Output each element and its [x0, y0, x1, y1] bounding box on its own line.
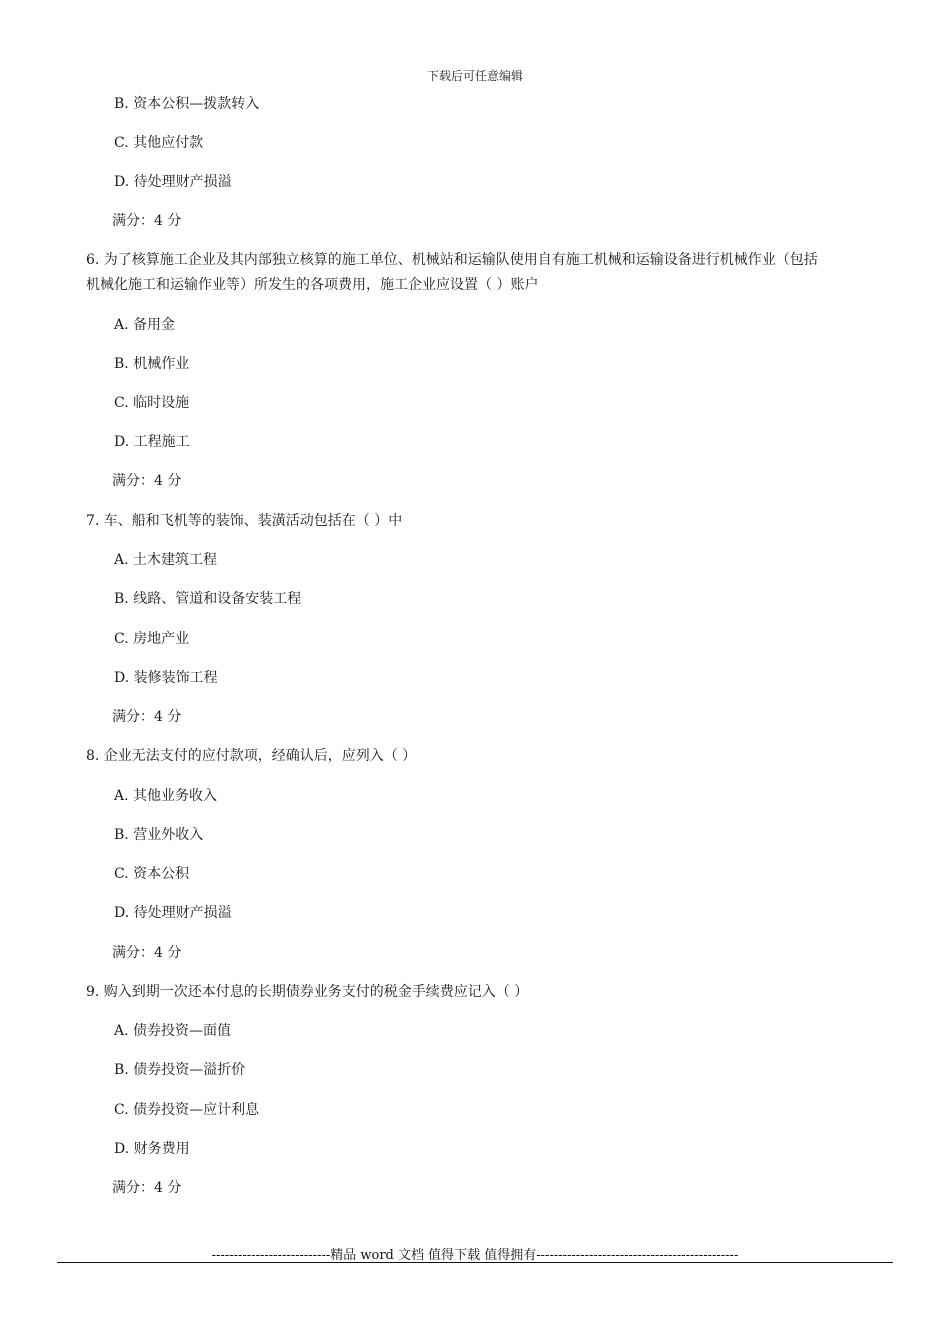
- footer-rule: [57, 1262, 893, 1263]
- q8-option-a: A. 其他业务收入: [114, 788, 218, 804]
- q7-option-d: D. 装修装饰工程: [114, 670, 218, 686]
- q7-option-a: A. 土木建筑工程: [114, 552, 218, 568]
- q6-question-line1: 6. 为了核算施工企业及其内部独立核算的施工单位、机械站和运输队使用自有施工机械和运输设备进行机械作业（包括: [86, 252, 818, 268]
- q6-option-c: C. 临时设施: [114, 395, 190, 411]
- q5-option-d: D. 待处理财产损溢: [114, 174, 232, 190]
- q6-question-line2: 机械化施工和运输作业等）所发生的各项费用，施工企业应设置（ ）账户: [86, 277, 539, 293]
- q8-question: 8. 企业无法支付的应付款项，经确认后，应列入（ ）: [86, 748, 417, 764]
- q5-score: 满分：4 分: [112, 213, 182, 229]
- q8-option-d: D. 待处理财产损溢: [114, 905, 232, 921]
- q7-option-c: C. 房地产业: [114, 631, 190, 647]
- q6-option-a: A. 备用金: [114, 317, 176, 333]
- q5-option-b: B. 资本公积—拨款转入: [114, 96, 260, 112]
- q7-option-b: B. 线路、管道和设备安装工程: [114, 591, 302, 607]
- q8-option-b: B. 营业外收入: [114, 827, 204, 843]
- q9-option-b: B. 债券投资—溢折价: [114, 1062, 246, 1078]
- q6-score: 满分：4 分: [112, 473, 182, 489]
- q6-option-b: B. 机械作业: [114, 356, 190, 372]
- q7-question: 7. 车、船和飞机等的装饰、装潢活动包括在（ ）中: [86, 513, 403, 529]
- q9-question: 9. 购入到期一次还本付息的长期债券业务支付的税金手续费应记入（ ）: [86, 984, 529, 1000]
- q9-option-c: C. 债券投资—应计利息: [114, 1102, 260, 1118]
- page-footer: ---------------------------精品 word 文档 值得下载 值得拥有----------------------------------------------: [211, 1248, 739, 1263]
- q6-option-d: D. 工程施工: [114, 434, 190, 450]
- q9-score: 满分：4 分: [112, 1180, 182, 1196]
- q8-score: 满分：4 分: [112, 945, 182, 961]
- q6-question: [86, 248, 886, 298]
- q5-option-c: C. 其他应付款: [114, 135, 204, 151]
- page-header: 下载后可任意编辑: [426, 69, 523, 83]
- q8-option-c: C. 资本公积: [114, 866, 190, 882]
- q9-option-a: A. 债券投资—面值: [114, 1023, 232, 1039]
- q9-option-d: D. 财务费用: [114, 1141, 190, 1157]
- q7-score: 满分：4 分: [112, 709, 182, 725]
